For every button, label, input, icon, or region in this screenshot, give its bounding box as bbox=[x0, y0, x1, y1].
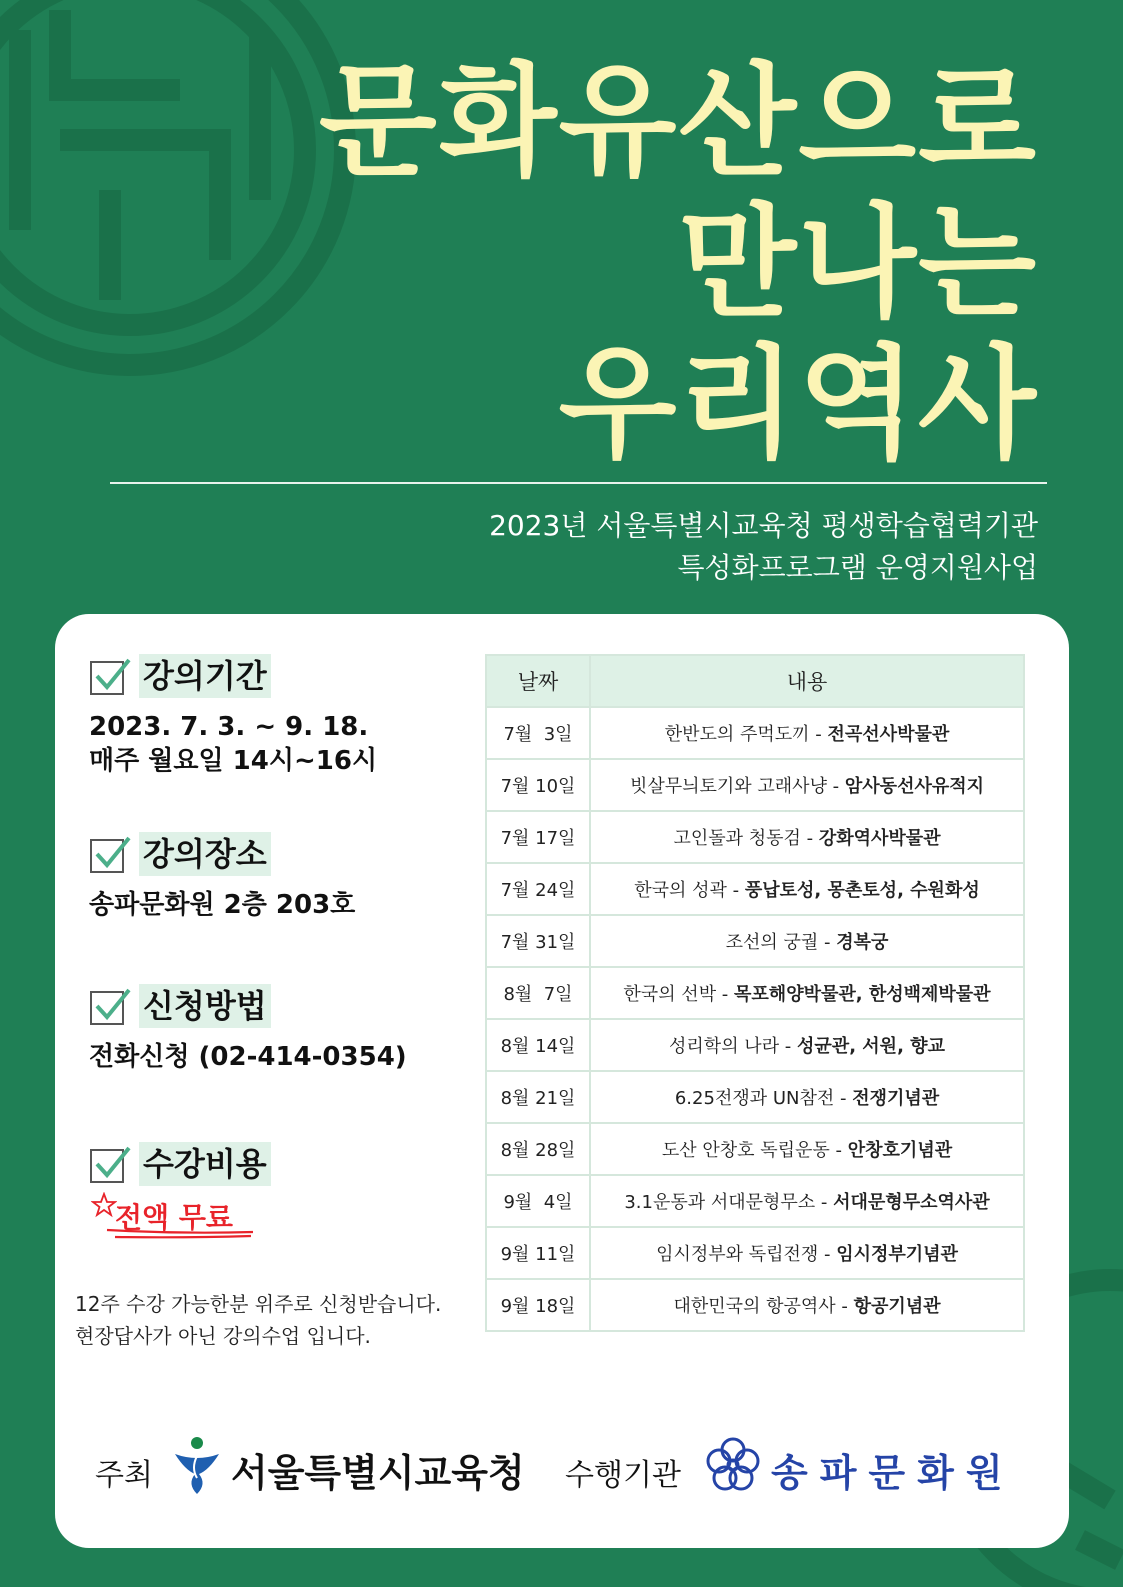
schedule-topic: 고인돌과 청동검 - bbox=[673, 828, 819, 849]
host-label: 주최 bbox=[95, 1458, 153, 1493]
section-venue bbox=[89, 832, 355, 922]
schedule-place: 강화역사박물관 bbox=[818, 828, 941, 849]
schedule-topic: 조선의 궁궐 - bbox=[725, 932, 837, 953]
header-content: 내용 bbox=[590, 655, 1024, 707]
star-icon bbox=[91, 1192, 117, 1218]
check-icon bbox=[89, 656, 133, 696]
schedule-topic: 6.25전쟁과 UN참전 - bbox=[674, 1088, 853, 1109]
schedule-topic: 대한민국의 항공역사 - bbox=[673, 1296, 854, 1317]
title-line-3: 우리역사 bbox=[558, 333, 1038, 475]
schedule-place: 성균관, 서원, 향교 bbox=[797, 1036, 945, 1057]
section-fee bbox=[89, 1142, 271, 1240]
section-period bbox=[89, 654, 377, 778]
schedule-place: 암사동선사유적지 bbox=[844, 776, 985, 797]
section-fee-title: 수강비용 bbox=[139, 1142, 271, 1186]
seoul-education-logo-icon bbox=[169, 1434, 225, 1496]
schedule-table bbox=[485, 654, 1025, 1332]
table-row bbox=[486, 759, 1024, 811]
table-row bbox=[486, 1019, 1024, 1071]
table-row bbox=[486, 811, 1024, 863]
songpa-culture-logo-icon bbox=[703, 1434, 763, 1494]
schedule-content bbox=[590, 1175, 1024, 1227]
schedule-topic: 한반도의 주먹도끼 - bbox=[664, 724, 828, 745]
schedule-content bbox=[590, 1279, 1024, 1331]
operator-name: 송파문화원 bbox=[771, 1450, 1015, 1495]
schedule-topic: 한국의 성곽 - bbox=[634, 880, 745, 901]
title-divider bbox=[110, 482, 1047, 484]
free-text: 전액 무료 bbox=[115, 1201, 233, 1234]
schedule-header-row bbox=[486, 655, 1024, 707]
schedule-place: 목포해양박물관, 한성백제박물관 bbox=[734, 984, 991, 1005]
table-row bbox=[486, 1279, 1024, 1331]
venue-text: 송파문화원 2층 203호 bbox=[89, 890, 356, 920]
schedule-place: 항공기념관 bbox=[853, 1296, 941, 1317]
table-row bbox=[486, 1227, 1024, 1279]
info-card bbox=[55, 614, 1069, 1548]
section-apply-title: 신청방법 bbox=[139, 984, 271, 1028]
schedule-topic: 한국의 선박 - bbox=[623, 984, 735, 1005]
schedule-date: 8월 14일 bbox=[486, 1019, 590, 1071]
schedule-place: 전곡선사박물관 bbox=[827, 724, 950, 745]
schedule-content bbox=[590, 1071, 1024, 1123]
schedule-content bbox=[590, 759, 1024, 811]
free-underline bbox=[105, 1226, 255, 1240]
section-period-header bbox=[89, 654, 377, 698]
subtitle-line-1: 2023년 서울특별시교육청 평생학습협력기관 bbox=[489, 509, 1038, 542]
free-badge bbox=[89, 1192, 269, 1240]
schedule-date: 7월 24일 bbox=[486, 863, 590, 915]
check-icon bbox=[89, 834, 133, 874]
schedule-topic: 도산 안창호 독립운동 - bbox=[661, 1140, 848, 1161]
table-row bbox=[486, 1175, 1024, 1227]
host-name: 서울특별시교육청 bbox=[231, 1451, 525, 1495]
section-venue-header bbox=[89, 832, 355, 876]
footer bbox=[95, 1434, 1045, 1504]
schedule-date: 8월 21일 bbox=[486, 1071, 590, 1123]
schedule-topic: 임시정부와 독립전쟁 - bbox=[656, 1244, 837, 1265]
table-row bbox=[486, 1071, 1024, 1123]
operator-label: 수행기관 bbox=[565, 1458, 681, 1493]
schedule-date: 8월 28일 bbox=[486, 1123, 590, 1175]
schedule-date: 7월 3일 bbox=[486, 707, 590, 759]
schedule-date: 9월 4일 bbox=[486, 1175, 590, 1227]
subtitle-line-2: 특성화프로그램 운영지원사업 bbox=[677, 551, 1038, 584]
schedule-place: 경복궁 bbox=[836, 932, 889, 953]
schedule-topic: 성리학의 나라 - bbox=[669, 1036, 798, 1057]
table-row bbox=[486, 863, 1024, 915]
schedule-place: 전쟁기념관 bbox=[852, 1088, 940, 1109]
schedule-content bbox=[590, 707, 1024, 759]
period-dates: 2023. 7. 3. ~ 9. 18. bbox=[89, 712, 369, 742]
schedule-place: 안창호기념관 bbox=[847, 1140, 953, 1161]
schedule-place: 풍납토성, 몽촌토성, 수원화성 bbox=[744, 880, 980, 901]
schedule-place: 임시정부기념관 bbox=[836, 1244, 958, 1265]
schedule-date: 8월 7일 bbox=[486, 967, 590, 1019]
apply-text: 전화신청 (02-414-0354) bbox=[89, 1042, 407, 1072]
section-period-title: 강의기간 bbox=[139, 654, 271, 698]
schedule-date: 7월 17일 bbox=[486, 811, 590, 863]
schedule-date: 7월 10일 bbox=[486, 759, 590, 811]
schedule-place: 서대문형무소역사관 bbox=[833, 1192, 990, 1213]
table-row bbox=[486, 707, 1024, 759]
title-line-1: 문화유산으로 bbox=[318, 51, 1038, 193]
schedule-date: 7월 31일 bbox=[486, 915, 590, 967]
schedule-date: 9월 11일 bbox=[486, 1227, 590, 1279]
schedule-content bbox=[590, 1019, 1024, 1071]
section-apply bbox=[89, 984, 407, 1074]
notice-line-2: 현장답사가 아닌 강의수업 입니다. bbox=[75, 1324, 371, 1348]
schedule-content bbox=[590, 811, 1024, 863]
schedule-topic: 3.1운동과 서대문형무소 - bbox=[624, 1192, 834, 1213]
schedule-date: 9월 18일 bbox=[486, 1279, 590, 1331]
check-icon bbox=[89, 1144, 133, 1184]
title-line-2: 만나는 bbox=[678, 192, 1038, 334]
schedule-topic: 빗살무늬토기와 고래사냥 - bbox=[629, 776, 845, 797]
schedule-content bbox=[590, 863, 1024, 915]
period-time: 매주 월요일 14시~16시 bbox=[89, 746, 378, 776]
notice bbox=[75, 1288, 441, 1352]
table-row bbox=[486, 967, 1024, 1019]
table-row bbox=[486, 915, 1024, 967]
section-venue-title: 강의장소 bbox=[139, 832, 271, 876]
table-row bbox=[486, 1123, 1024, 1175]
notice-line-1: 12주 수강 가능한분 위주로 신청받습니다. bbox=[75, 1292, 442, 1316]
header-date: 날짜 bbox=[486, 655, 590, 707]
schedule-content bbox=[590, 915, 1024, 967]
schedule-content bbox=[590, 967, 1024, 1019]
section-fee-header bbox=[89, 1142, 271, 1186]
check-icon bbox=[89, 986, 133, 1026]
schedule-content bbox=[590, 1123, 1024, 1175]
section-apply-header bbox=[89, 984, 407, 1028]
schedule-content bbox=[590, 1227, 1024, 1279]
